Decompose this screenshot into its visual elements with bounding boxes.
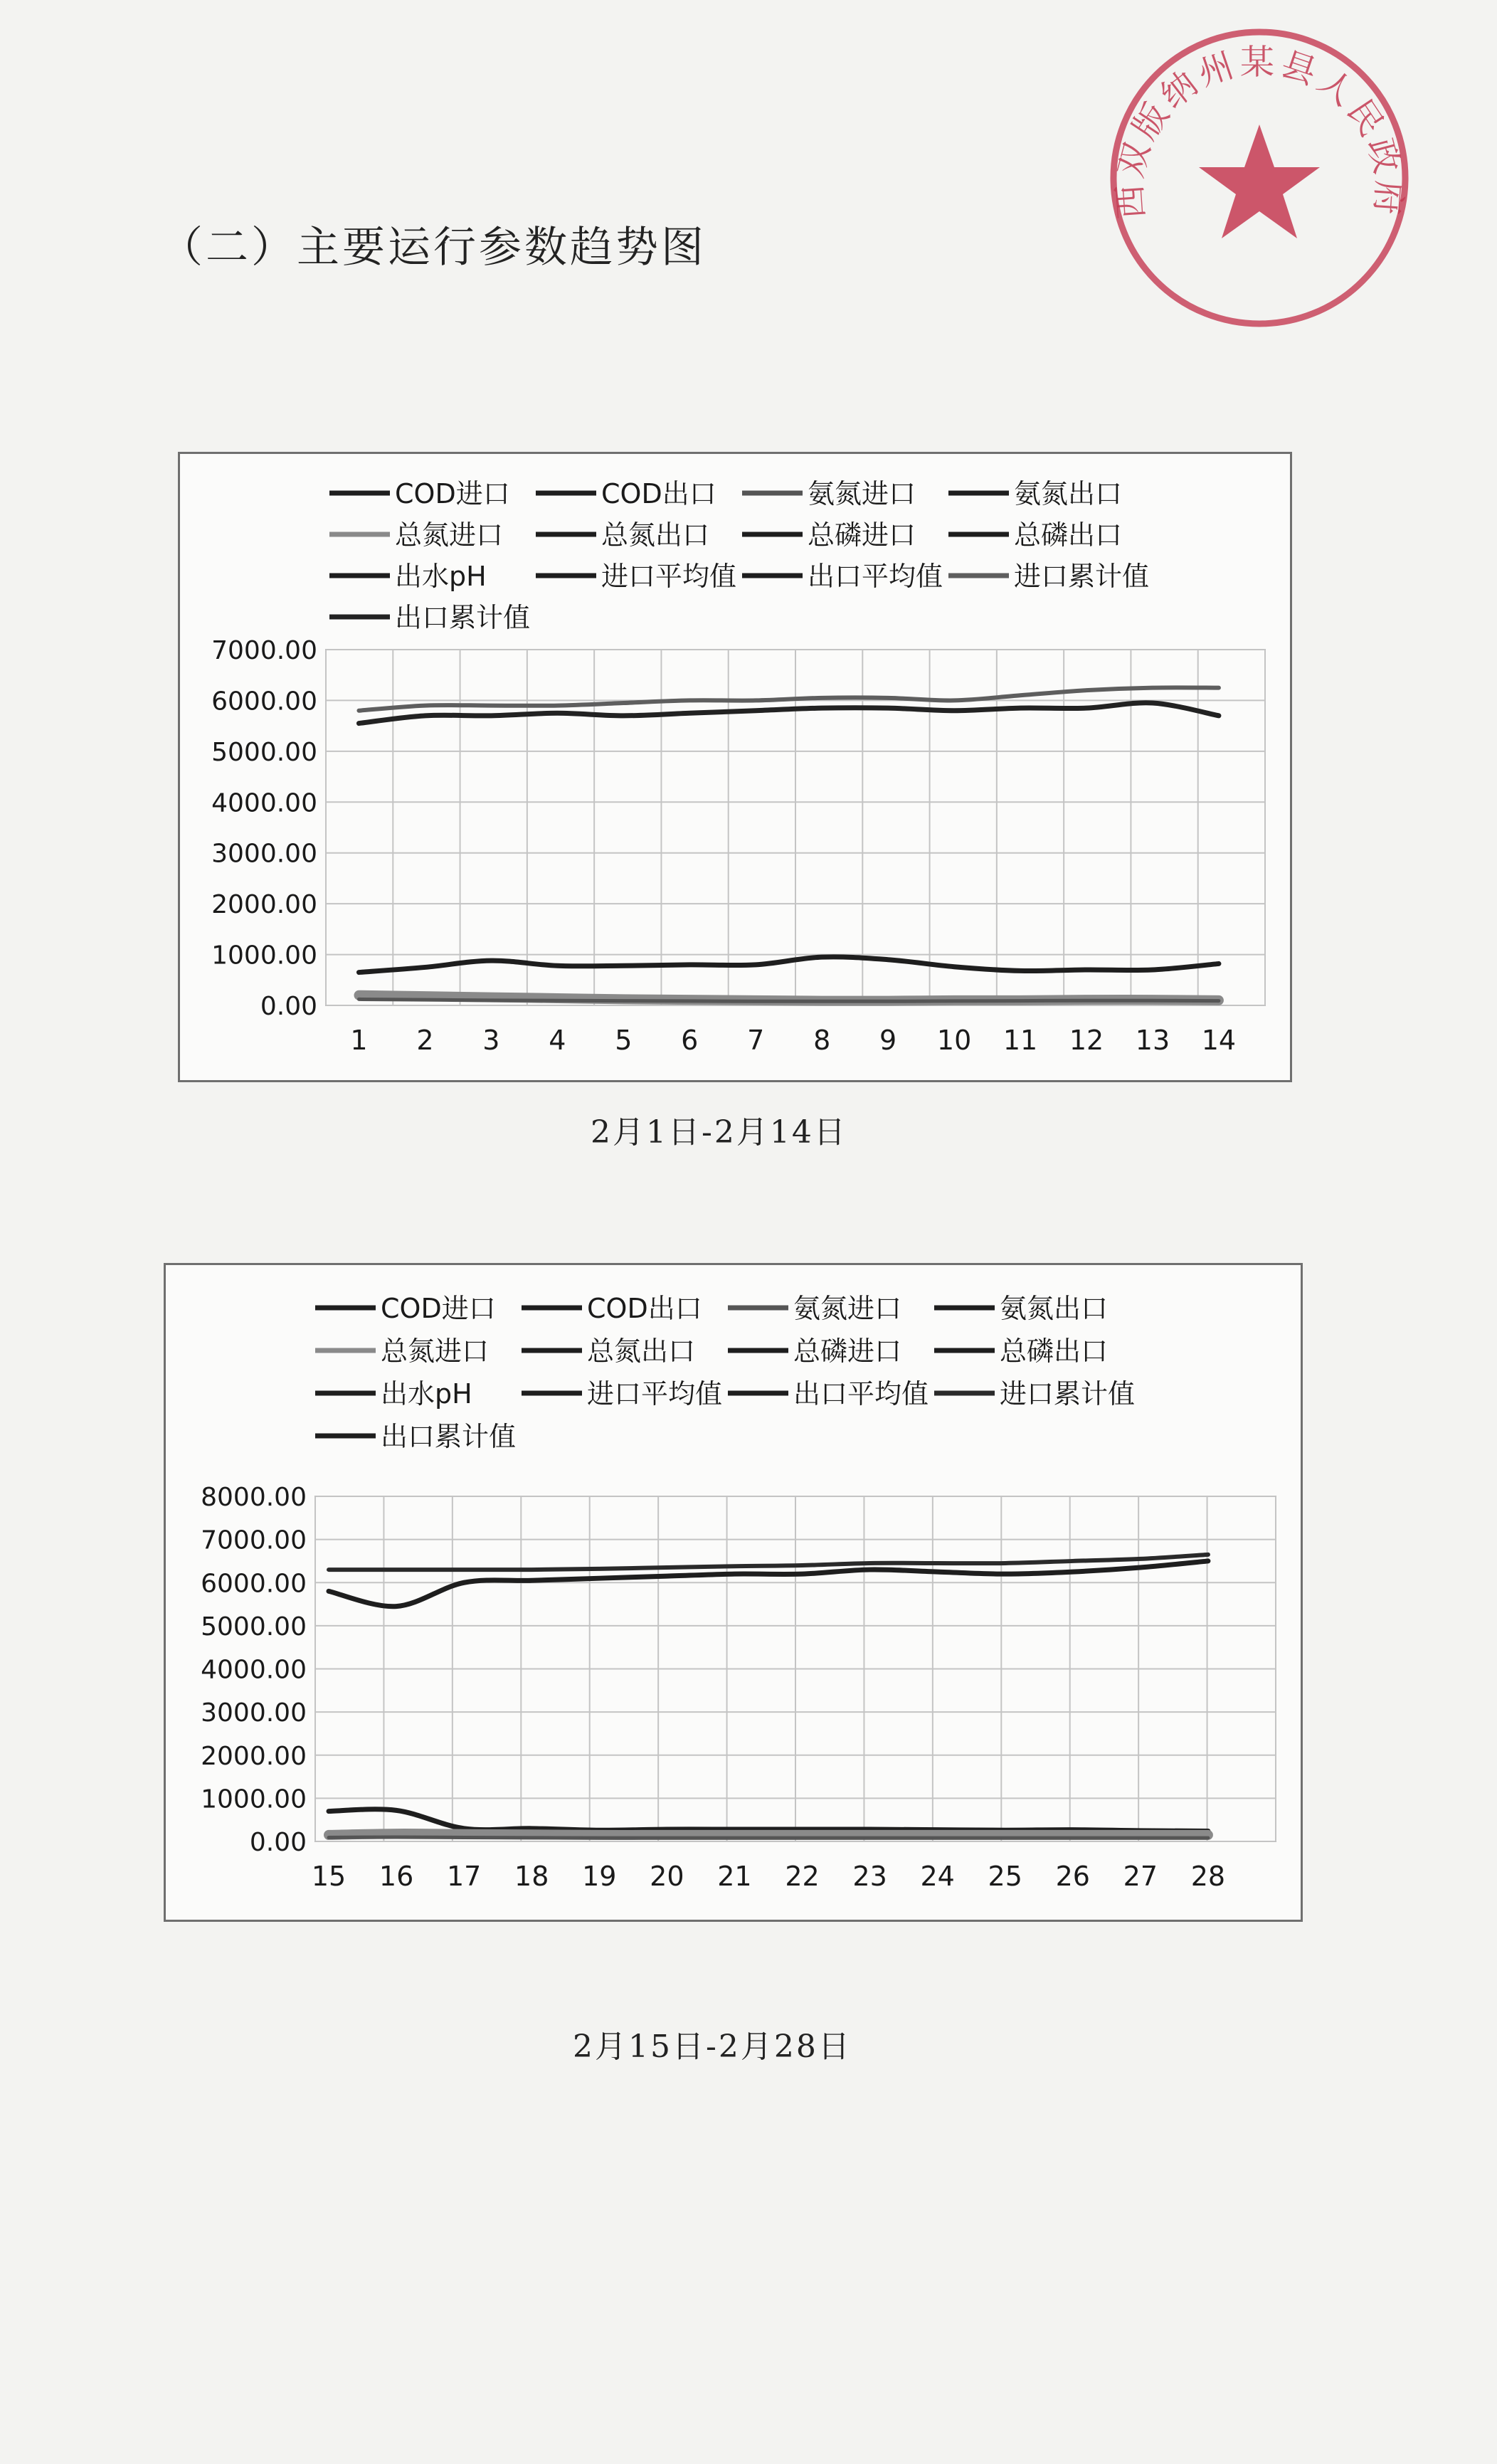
legend-label: 总磷出口 (1014, 519, 1123, 551)
trend-chart-feb-1-14 (180, 454, 1290, 1080)
y-tick-label: 7000.00 (201, 1526, 307, 1555)
series-line (329, 1837, 1208, 1838)
y-tick-label: 4000.00 (211, 788, 317, 818)
legend-label: 出口平均值 (808, 561, 943, 592)
chart-2-frame (164, 1263, 1303, 1922)
legend-label: 总磷进口 (793, 1336, 902, 1367)
section-title: （二）主要运行参数趋势图 (160, 223, 707, 273)
y-tick-label: 0.00 (260, 992, 317, 1021)
x-tick-label: 15 (311, 1861, 347, 1892)
x-tick-label: 11 (1003, 1025, 1038, 1056)
series-line (359, 999, 1218, 1001)
legend-label: COD出口 (587, 1293, 702, 1324)
legend-label: 进口平均值 (587, 1378, 723, 1410)
y-tick-label: 5000.00 (201, 1612, 307, 1641)
y-tick-label: 3000.00 (201, 1698, 307, 1728)
legend-label: 总氮进口 (381, 1336, 490, 1367)
x-tick-label: 4 (549, 1025, 566, 1056)
x-tick-label: 19 (582, 1861, 617, 1892)
legend-label: 总氮出口 (587, 1336, 696, 1367)
chart-1-frame (178, 452, 1292, 1082)
x-tick-label: 23 (852, 1861, 887, 1892)
legend-label: COD进口 (381, 1293, 496, 1324)
seal-text: 西双版纳州某县人民政府 (1109, 42, 1409, 221)
x-tick-label: 1 (350, 1025, 368, 1056)
series-line (329, 1555, 1208, 1570)
x-tick-label: 18 (514, 1861, 549, 1892)
series-line (329, 1809, 1208, 1831)
x-tick-label: 22 (785, 1861, 820, 1892)
chart-2-caption: 2月15日-2月28日 (573, 2029, 852, 2065)
x-tick-label: 21 (717, 1861, 752, 1892)
legend-label: 氨氮出口 (1014, 478, 1123, 509)
legend-label: 氨氮出口 (1000, 1293, 1109, 1324)
legend-label: 出水pH (381, 1378, 472, 1410)
y-tick-label: 2000.00 (211, 890, 317, 920)
x-tick-label: 12 (1069, 1025, 1104, 1056)
y-tick-label: 5000.00 (211, 737, 317, 767)
x-tick-label: 26 (1055, 1861, 1090, 1892)
x-tick-label: 6 (681, 1025, 699, 1056)
y-tick-label: 7000.00 (211, 636, 317, 665)
legend-label: 出水pH (395, 561, 487, 592)
x-tick-label: 28 (1190, 1861, 1226, 1892)
official-seal-stamp (1099, 18, 1419, 338)
chart-1-caption: 2月1日-2月14日 (591, 1114, 847, 1151)
y-tick-label: 2000.00 (201, 1741, 307, 1771)
legend-label: 总磷出口 (1000, 1336, 1109, 1367)
series-line (359, 957, 1218, 973)
x-tick-label: 24 (920, 1861, 955, 1892)
x-tick-label: 5 (615, 1025, 633, 1056)
legend-label: COD进口 (395, 478, 510, 509)
x-tick-label: 17 (446, 1861, 482, 1892)
y-tick-label: 6000.00 (201, 1569, 307, 1599)
legend-label: 氨氮进口 (793, 1293, 902, 1324)
x-tick-label: 7 (747, 1025, 765, 1056)
x-tick-label: 27 (1123, 1861, 1158, 1892)
y-tick-label: 8000.00 (201, 1483, 307, 1512)
x-tick-label: 16 (379, 1861, 414, 1892)
x-tick-label: 13 (1135, 1025, 1170, 1056)
y-tick-label: 0.00 (249, 1828, 307, 1857)
legend-label: 氨氮进口 (808, 478, 916, 509)
trend-chart-feb-15-28 (166, 1265, 1301, 1920)
legend-label: 出口累计值 (381, 1421, 517, 1452)
series-line (329, 1834, 1208, 1835)
y-tick-label: 3000.00 (211, 839, 317, 869)
x-tick-label: 14 (1201, 1025, 1237, 1056)
x-tick-label: 3 (482, 1025, 500, 1056)
x-tick-label: 25 (988, 1861, 1022, 1892)
x-tick-label: 2 (416, 1025, 434, 1056)
y-tick-label: 6000.00 (211, 687, 317, 717)
legend-label: 总氮进口 (395, 519, 504, 551)
seal-star-icon (1199, 125, 1320, 238)
legend-label: 进口累计值 (1000, 1378, 1136, 1410)
x-tick-label: 10 (936, 1025, 972, 1056)
x-tick-label: 8 (813, 1025, 831, 1056)
legend-label: 总磷进口 (808, 519, 916, 551)
legend-label: 总氮出口 (601, 519, 710, 551)
y-tick-label: 1000.00 (211, 941, 317, 971)
y-tick-label: 1000.00 (201, 1784, 307, 1814)
legend-label: 进口平均值 (601, 561, 737, 592)
y-tick-label: 4000.00 (201, 1655, 307, 1685)
legend-label: 进口累计值 (1014, 561, 1150, 592)
legend-label: 出口累计值 (395, 602, 531, 633)
legend-label: 出口平均值 (793, 1378, 929, 1410)
x-tick-label: 9 (879, 1025, 897, 1056)
legend-label: COD出口 (601, 478, 716, 509)
x-tick-label: 20 (650, 1861, 684, 1892)
